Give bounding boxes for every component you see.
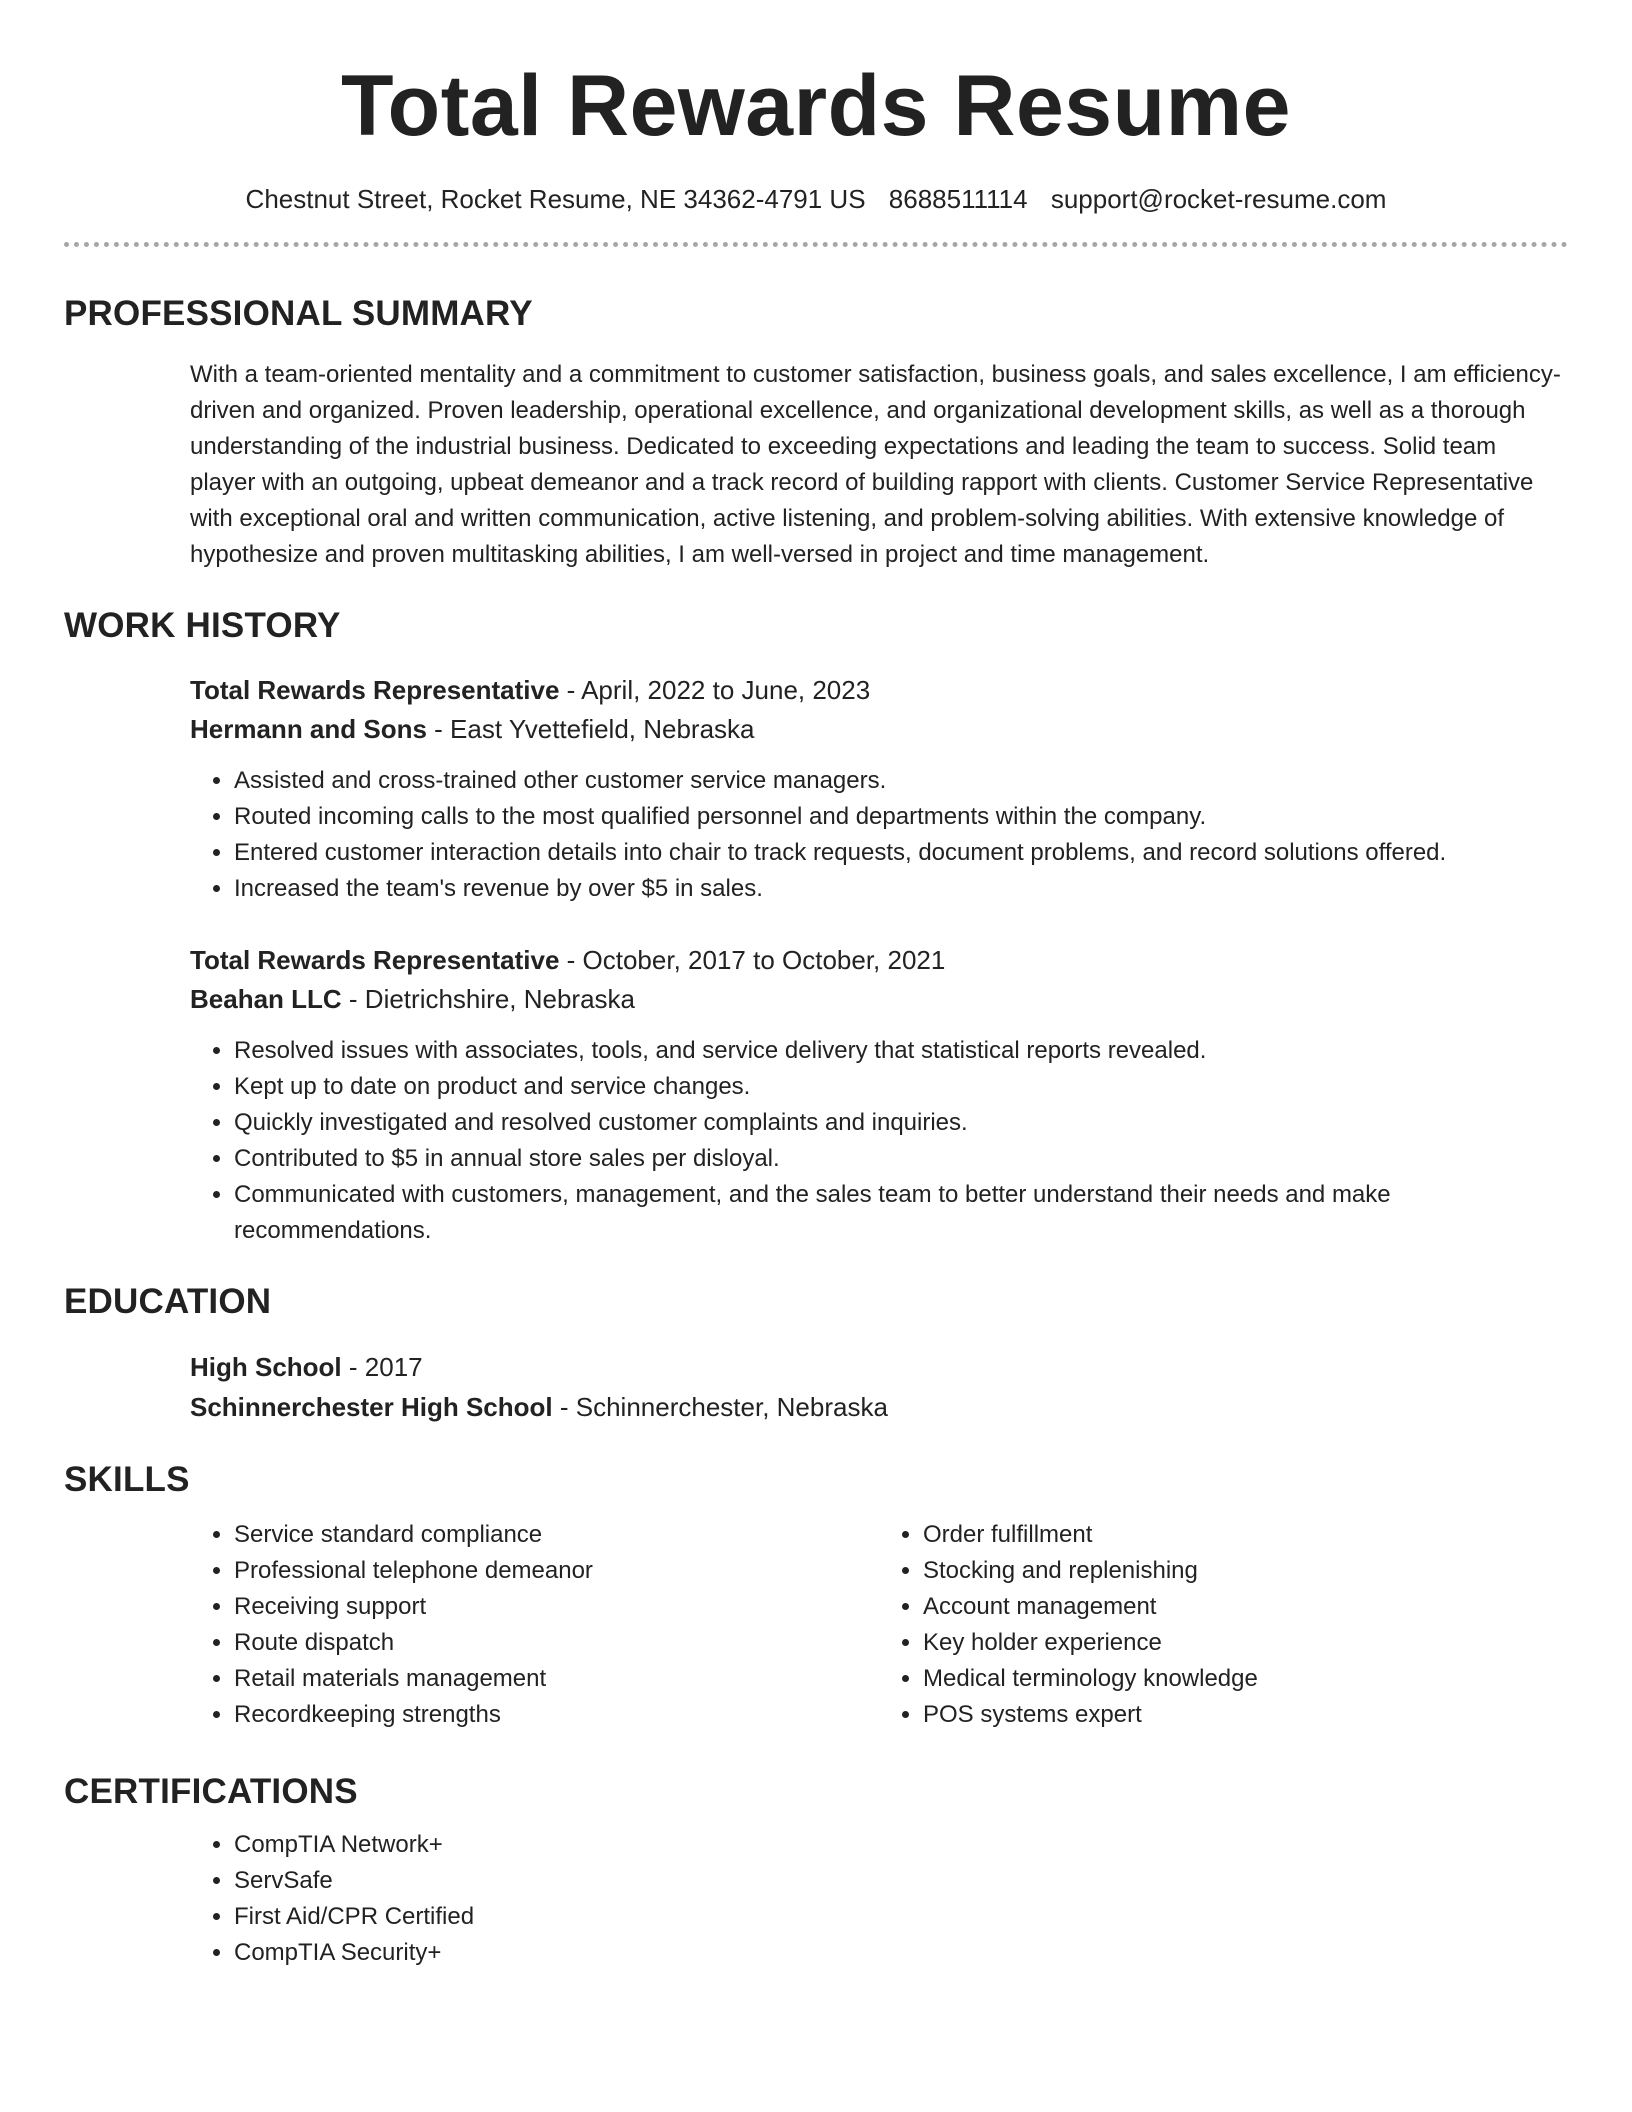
list-item: • Assisted and cross-trained other customer service managers.: [234, 763, 1568, 799]
section-title-education: EDUCATION: [64, 1282, 272, 1321]
job-role-line: [190, 941, 1568, 979]
section-title-summary: PROFESSIONAL SUMMARY: [64, 294, 533, 333]
education-school-line: [190, 1387, 1568, 1427]
job-location: - East Yvettefield, Nebraska: [426, 714, 755, 744]
job-bullet-list: [190, 1033, 1568, 1249]
job-company: Beahan LLC: [190, 984, 342, 1014]
job-entry: [64, 671, 1568, 907]
list-item: • Communicated with customers, management, and the sales team to better understand their needs and make recommendations.: [234, 1177, 1568, 1249]
job-role: Total Rewards Representative: [190, 675, 560, 705]
list-item: • Route dispatch: [234, 1625, 879, 1661]
resume-name: Total Rewards Resume: [341, 58, 1291, 154]
list-item: • Contributed to $5 in annual store sales per disloyal.: [234, 1141, 1568, 1177]
contact-line: [64, 182, 1568, 216]
list-item: • Medical terminology knowledge: [923, 1661, 1568, 1697]
contact-address: Chestnut Street, Rocket Resume, NE 34362-4791 US: [245, 184, 866, 214]
contact-email: support@rocket-resume.com: [1050, 184, 1387, 214]
header-divider: [64, 242, 1568, 247]
summary-text: With a team-oriented mentality and a commitment to customer satisfaction, business goals, and sales excellence, I am efficiency-driven and organized. Proven leadership, operational excellence, and organizational development skills, as well as a thorough understanding of the industrial business. Dedicated to exceeding expectations and leading the team to success. Solid team player with an outgoing, upbeat demeanor and a track record of building rapport with clients. Customer Service Representative with exceptional oral and written communication, active listening, and problem-solving abilities. With extensive knowledge of hypothesize and proven multitasking abilities, I am well-versed in project and time management.: [190, 361, 1561, 568]
education-year: - 2017: [341, 1352, 423, 1382]
skills-grid: [190, 1517, 1568, 1733]
list-item: • Quickly investigated and resolved customer complaints and inquiries.: [234, 1105, 1568, 1141]
job-role: Total Rewards Representative: [190, 945, 560, 975]
job-location: - Dietrichshire, Nebraska: [341, 984, 635, 1014]
job-bullet-list: [190, 763, 1568, 907]
contact-phone: 8688511114: [888, 184, 1028, 214]
list-item: • Order fulfillment: [923, 1517, 1568, 1553]
list-item: • Service standard compliance: [234, 1517, 879, 1553]
job-entry: [64, 941, 1568, 1249]
list-item: • Professional telephone demeanor: [234, 1553, 879, 1589]
section-title-work-history: WORK HISTORY: [64, 606, 341, 645]
list-item: • Retail materials management: [234, 1661, 879, 1697]
section-title-certifications: CERTIFICATIONS: [64, 1772, 358, 1811]
certifications-section: [64, 1827, 1568, 1971]
skills-section: [64, 1517, 1568, 1733]
education-degree: High School: [190, 1352, 342, 1382]
education-school: Schinnerchester High School: [190, 1392, 553, 1422]
list-item: • Increased the team's revenue by over $5 in sales.: [234, 871, 1568, 907]
list-item: • Resolved issues with associates, tools, and service delivery that statistical reports revealed.: [234, 1033, 1568, 1069]
job-company-line: [190, 979, 1568, 1019]
job-company: Hermann and Sons: [190, 714, 427, 744]
skills-list-left: [190, 1517, 879, 1733]
list-item: • Routed incoming calls to the most qualified personnel and departments within the company.: [234, 799, 1568, 835]
list-item: • ServSafe: [234, 1863, 1568, 1899]
list-item: • Receiving support: [234, 1589, 879, 1625]
job-company-line: [190, 709, 1568, 749]
list-item: • CompTIA Network+: [234, 1827, 1568, 1863]
list-item: • POS systems expert: [923, 1697, 1568, 1733]
list-item: • CompTIA Security+: [234, 1935, 1568, 1971]
list-item: • Account management: [923, 1589, 1568, 1625]
job-dates: - October, 2017 to October, 2021: [559, 945, 946, 975]
education-location: - Schinnerchester, Nebraska: [552, 1392, 888, 1422]
skills-list-right: [879, 1517, 1568, 1733]
list-item: • Recordkeeping strengths: [234, 1697, 879, 1733]
job-dates: - April, 2022 to June, 2023: [559, 675, 871, 705]
education-entry: [64, 1347, 1568, 1427]
section-title-skills: SKILLS: [64, 1460, 190, 1499]
education-degree-line: [190, 1347, 1568, 1387]
list-item: • Key holder experience: [923, 1625, 1568, 1661]
list-item: • Stocking and replenishing: [923, 1553, 1568, 1589]
certifications-list: [190, 1827, 1568, 1971]
job-role-line: [190, 671, 1568, 709]
list-item: • Entered customer interaction details into chair to track requests, document problems, and record solutions offered.: [234, 835, 1568, 871]
list-item: • Kept up to date on product and service changes.: [234, 1069, 1568, 1105]
list-item: • First Aid/CPR Certified: [234, 1899, 1568, 1935]
